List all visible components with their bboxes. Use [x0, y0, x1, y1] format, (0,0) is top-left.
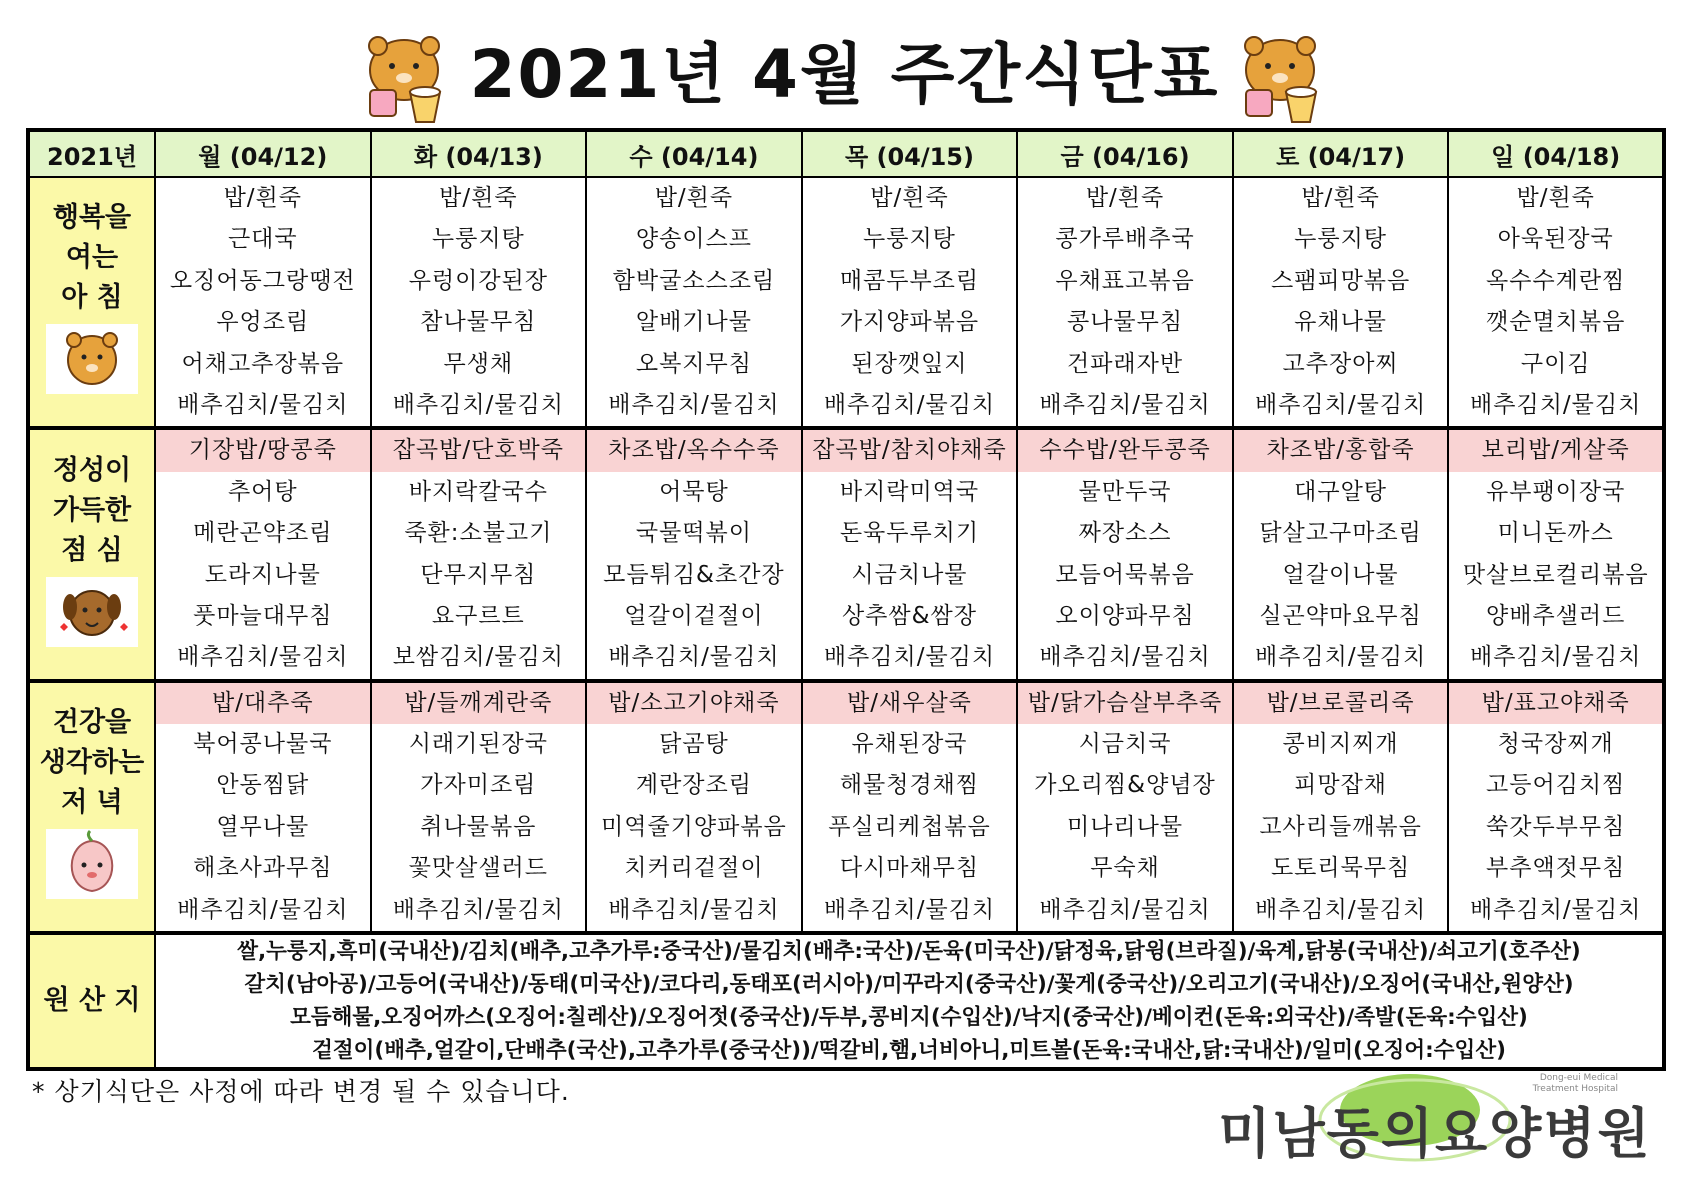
menu-item: 누룽지탕: [863, 226, 956, 253]
day-header: 일 (04/18): [1448, 130, 1664, 177]
rice-porridge-item: 밥/흰죽: [223, 185, 302, 211]
rice-porridge-item: 차조밥/옥수수죽: [587, 430, 801, 471]
day-menu-cell: [802, 177, 1018, 428]
day-menu-cell: [155, 428, 371, 680]
menu-item: 안동찜닭: [216, 772, 310, 799]
menu-item: 고추장아찌: [1282, 350, 1399, 377]
menu-item: 도라지나물: [204, 561, 321, 588]
menu-item: 해물청경채찜: [839, 772, 980, 799]
menu-item: 배추김치/물김치: [1470, 896, 1642, 923]
menu-item: 오복지무침: [635, 350, 752, 377]
day-menu-cell: [1448, 428, 1664, 680]
rice-porridge-item: 수수밥/완두콩죽: [1018, 430, 1232, 471]
menu-item: 가오리찜&양념장: [1034, 772, 1216, 799]
rice-porridge-item: 밥/브로콜리죽: [1234, 683, 1448, 724]
menu-item: 미나리나물: [1066, 813, 1184, 840]
menu-item: 어묵탕: [659, 478, 729, 505]
menu-item: 건파래자반: [1066, 350, 1184, 377]
menu-item: 누룽지탕: [1294, 226, 1388, 253]
rice-porridge-item: 밥/새우살죽: [803, 683, 1017, 724]
day-menu-cell: [1448, 681, 1664, 933]
rice-porridge-item: 밥/흰죽: [870, 185, 949, 211]
rice-porridge-item: 잡곡밥/참치야채죽: [803, 430, 1017, 471]
menu-item: 계란장조림: [635, 772, 752, 799]
svg-text:미남동의요양병원: 미남동의요양병원: [1218, 1102, 1652, 1165]
menu-item: 고등어김치찜: [1486, 772, 1626, 799]
menu-item: 배추김치/물김치: [608, 391, 780, 418]
menu-item: 배추김치/물김치: [1470, 391, 1642, 418]
day-menu-cell: [586, 428, 802, 680]
menu-item: 얼갈이겉절이: [624, 602, 764, 629]
menu-table: [26, 128, 1666, 1071]
menu-item: 모듬어묵볶음: [1055, 561, 1195, 588]
day-header: 월 (04/12): [155, 130, 371, 177]
menu-item: 배추김치/물김치: [177, 644, 349, 671]
menu-item: 대구알탕: [1294, 478, 1388, 505]
rice-porridge-item: 밥/대추죽: [156, 683, 370, 724]
menu-item: 열무나물: [216, 813, 310, 840]
menu-item: 꽃맛살샐러드: [408, 855, 548, 882]
menu-item: 죽환:소불고기: [404, 520, 553, 547]
menu-item: 배추김치/물김치: [1254, 896, 1427, 923]
rice-porridge-item: 기장밥/땅콩죽: [156, 430, 370, 471]
menu-item: 가자미조림: [420, 772, 537, 799]
rice-porridge-item: 밥/흰죽: [1301, 185, 1380, 211]
menu-item: 다시마채무침: [839, 855, 980, 882]
day-menu-cell: [802, 428, 1018, 680]
menu-item: 얼갈이나물: [1282, 561, 1399, 588]
peach-mascot-icon: [46, 829, 138, 899]
menu-item: 참나물무침: [420, 309, 537, 336]
menu-item: 유채나물: [1294, 309, 1388, 336]
menu-item: 모듬튀김&초간장: [603, 561, 785, 588]
origin-line: 쌀,누룽지,흑미(국내산)/김치(배추,고추가루:중국산)/물김치(배추:국산)/돈육(미국산)/닭정육,닭윙(브라질)/육계,닭봉(국내산)/쇠고기(호주산): [237, 939, 1581, 965]
menu-item: 배추김치/물김치: [823, 644, 996, 671]
menu-item: 알배기나물: [635, 309, 752, 336]
rice-porridge-item: 밥/소고기야채죽: [587, 683, 801, 724]
menu-item: 유채된장국: [851, 731, 968, 758]
menu-item: 물만두국: [1078, 478, 1172, 505]
menu-item: 가지양파볶음: [839, 309, 980, 336]
menu-item: 콩나물무침: [1066, 309, 1184, 336]
menu-item: 양송이스프: [635, 226, 752, 253]
day-menu-cell: [1017, 428, 1233, 680]
rice-porridge-item: 밥/들깨계란죽: [372, 683, 586, 724]
menu-item: 스팸피망볶음: [1270, 267, 1411, 294]
menu-item: 우엉조림: [216, 309, 310, 336]
day-menu-cell: [802, 681, 1018, 933]
rice-porridge-item: 잡곡밥/단호박죽: [372, 430, 586, 471]
menu-item: 콩가루배추국: [1055, 226, 1195, 253]
menu-item: 배추김치/물김치: [1254, 391, 1427, 418]
menu-item: 북어콩나물국: [193, 731, 333, 758]
origin-label: [28, 933, 155, 1069]
menu-item: 쑥갓두부무침: [1486, 813, 1626, 840]
menu-item: 배추김치/물김치: [823, 391, 996, 418]
menu-item: 우채표고볶음: [1055, 267, 1195, 294]
menu-item: 부추액젓무침: [1486, 855, 1626, 882]
rice-porridge-item: 밥/닭가슴살부추죽: [1018, 683, 1232, 724]
meal-row: [28, 428, 1664, 680]
menu-item: 요구르트: [431, 602, 525, 629]
menu-item: 근대국: [227, 226, 298, 253]
day-header: 목 (04/15): [802, 130, 1018, 177]
menu-item: 맛살브로컬리볶음: [1462, 561, 1649, 588]
menu-item: 아욱된장국: [1497, 226, 1614, 253]
menu-item: 국물떡볶이: [635, 520, 752, 547]
menu-item: 도토리묵무침: [1270, 855, 1411, 882]
day-header: 토 (04/17): [1233, 130, 1449, 177]
menu-item: 우렁이강된장: [408, 267, 548, 294]
origin-line: 겉절이(배추,얼갈이,단배추(국산),고추가루(중국산))/떡갈비,햄,너비아니,미트볼(돈육:국내산,닭:국내산)/일미(오징어:수입산): [312, 1038, 1506, 1064]
svg-text:Treatment Hospital: Treatment Hospital: [1532, 1084, 1618, 1094]
menu-item: 함박굴소스조림: [612, 267, 776, 294]
meal-label-text: 행복을 여는 아 침: [52, 202, 132, 314]
menu-item: 닭살고구마조림: [1259, 520, 1422, 547]
menu-item: 배추김치/물김치: [1039, 896, 1211, 923]
meal-label-text: 건강을 생각하는 저 녁: [39, 706, 145, 818]
menu-item: 풋마늘대무침: [193, 602, 333, 629]
menu-item: 무숙채: [1090, 855, 1160, 882]
menu-item: 해초사과무침: [193, 855, 333, 882]
day-header: 수 (04/14): [586, 130, 802, 177]
day-header: 화 (04/13): [371, 130, 587, 177]
bear-mascot-icon: [1224, 28, 1336, 128]
meal-row: [28, 177, 1664, 428]
menu-item: 오이양파무침: [1055, 602, 1195, 629]
rice-porridge-item: 밥/흰죽: [654, 185, 734, 211]
rice-porridge-item: 밥/흰죽: [1516, 185, 1595, 211]
svg-text:Dong-eui Medical: Dong-eui Medical: [1539, 1073, 1618, 1083]
day-menu-cell: [371, 428, 587, 680]
day-menu-cell: [1017, 177, 1233, 428]
menu-item: 배추김치/물김치: [823, 896, 996, 923]
menu-item: 배추김치/물김치: [608, 644, 780, 671]
day-menu-cell: [1448, 177, 1664, 428]
menu-item: 된장깻잎지: [851, 350, 968, 377]
day-header: 금 (04/16): [1017, 130, 1233, 177]
day-menu-cell: [155, 177, 371, 428]
rice-porridge-item: 차조밥/홍합죽: [1234, 430, 1448, 471]
menu-item: 시금치나물: [851, 561, 968, 588]
menu-item: 배추김치/물김치: [177, 391, 349, 418]
menu-item: 배추김치/물김치: [1039, 644, 1211, 671]
origin-line: 갈치(남아공)/고등어(국내산)/동태(미국산)/코다리,동태포(러시아)/미꾸라지(중국산)/꽃게(중국산)/오리고기(국내산)/오징어(국내산,원양산): [244, 972, 1574, 998]
menu-item: 취나물볶음: [420, 813, 537, 840]
footnote: * 상기식단은 사정에 따라 변경 될 수 있습니다.: [32, 1077, 570, 1106]
menu-item: 치커리겉절이: [624, 855, 764, 882]
menu-item: 배추김치/물김치: [1254, 644, 1427, 671]
day-menu-cell: [586, 177, 802, 428]
menu-item: 닭곰탕: [659, 731, 729, 758]
menu-item: 미역줄기양파볶음: [601, 813, 787, 840]
origin-line: 모듬해물,오징어까스(오징어:칠레산)/오징어젓(중국산)/두부,콩비지(수입산)/낙지(중국산)/베이컨(돈육:외국산)/족발(돈육:수입산): [290, 1005, 1528, 1031]
menu-item: 상추쌈&쌈장: [841, 602, 977, 629]
menu-item: 배추김치/물김치: [392, 896, 564, 923]
page-title: 2021년 4월 주간식단표: [469, 36, 1220, 113]
meal-label: [28, 428, 155, 680]
origin-label-text: 원 산 지: [43, 985, 141, 1017]
menu-item: 유부팽이장국: [1486, 478, 1626, 505]
menu-item: 보쌈김치/물김치: [392, 644, 564, 671]
header-row: [28, 130, 1664, 177]
rice-porridge-item: 밥/표고야채죽: [1449, 683, 1662, 724]
menu-item: 배추김치/물김치: [177, 896, 349, 923]
rice-porridge-item: 밥/흰죽: [1085, 185, 1165, 211]
bear-mascot-icon: [348, 28, 460, 128]
origin-text: [155, 933, 1664, 1069]
year-header: 2021년: [28, 130, 155, 177]
menu-item: 배추김치/물김치: [392, 391, 564, 418]
menu-item: 고사리들깨볶음: [1259, 813, 1422, 840]
meal-label: [28, 177, 155, 428]
menu-item: 배추김치/물김치: [1039, 391, 1211, 418]
menu-item: 깻순멸치볶음: [1486, 309, 1626, 336]
day-menu-cell: [1233, 177, 1449, 428]
menu-item: 청국장찌개: [1497, 731, 1614, 758]
day-menu-cell: [586, 681, 802, 933]
hospital-logo: [1210, 1060, 1660, 1180]
day-menu-cell: [371, 681, 587, 933]
menu-item: 추어탕: [227, 478, 298, 505]
menu-item: 양배추샐러드: [1486, 602, 1626, 629]
day-menu-cell: [1017, 681, 1233, 933]
menu-item: 구이김: [1520, 350, 1591, 377]
meal-row: [28, 681, 1664, 933]
day-menu-cell: [371, 177, 587, 428]
menu-item: 매콤두부조림: [839, 267, 980, 294]
bear-mascot-icon: [46, 324, 138, 394]
menu-item: 오징어동그랑땡전: [169, 267, 356, 294]
menu-item: 옥수수계란찜: [1486, 267, 1626, 294]
menu-item: 실곤약마요무침: [1259, 602, 1422, 629]
menu-item: 피망잡채: [1294, 772, 1388, 799]
menu-item: 시금치국: [1078, 731, 1172, 758]
menu-item: 미니돈까스: [1497, 520, 1614, 547]
menu-item: 무생채: [443, 350, 514, 377]
menu-item: 배추김치/물김치: [608, 896, 780, 923]
menu-item: 배추김치/물김치: [1470, 644, 1642, 671]
menu-item: 짜장소스: [1078, 520, 1172, 547]
day-menu-cell: [1233, 428, 1449, 680]
menu-item: 시래기된장국: [408, 731, 548, 758]
menu-item: 콩비지찌개: [1282, 731, 1399, 758]
meal-label: [28, 681, 155, 933]
menu-item: 푸실리케첩볶음: [828, 813, 991, 840]
rice-porridge-item: 보리밥/게살죽: [1449, 430, 1662, 471]
menu-item: 단무지무침: [420, 561, 537, 588]
meal-label-text: 정성이 가득한 점 심: [52, 454, 132, 566]
menu-item: 바지락칼국수: [408, 478, 548, 505]
day-menu-cell: [155, 681, 371, 933]
menu-item: 바지락미역국: [839, 478, 980, 505]
menu-item: 어채고추장볶음: [181, 350, 345, 377]
menu-item: 메란곤약조림: [193, 520, 333, 547]
origin-row: [28, 933, 1664, 1069]
rice-porridge-item: 밥/흰죽: [439, 185, 518, 211]
menu-item: 돈육두루치기: [839, 520, 980, 547]
day-menu-cell: [1233, 681, 1449, 933]
menu-item: 누룽지탕: [431, 226, 525, 253]
dog-mascot-icon: [46, 577, 138, 647]
